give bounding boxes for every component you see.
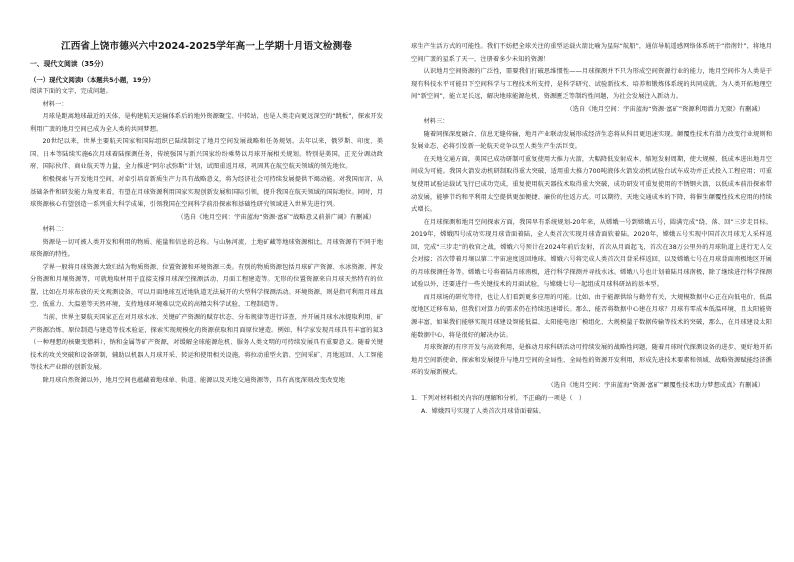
paragraph: 20世纪以来，世界主要航天国家和国际组织已陆续制定了地月空间发展战略和任务规划。去年以来，俄罗斯、印度、美国、日本等陆续实施6次月球着陆探测任务，传统强国与新兴国家纷纷乘势以月球开展相关规划。特别是美国，正充分调动政府、国际伙伴、商业航天等力量，全力推进“阿尔忒弥斯”计划，试图重返月球，巩固其在航空航天领域的领先地位。 bbox=[30, 138, 383, 171]
question-1-option-a: A．嫦娥四号实现了人类首次月球背面着陆。 bbox=[421, 407, 546, 415]
material-3-label: 材料三： bbox=[423, 118, 449, 126]
source-citation: （选自《地月空间：宇宙蓝海“资源·富矿”战略意义前景广阔》有删减） bbox=[177, 213, 375, 221]
subsection-heading: （一）现代文阅读Ⅰ（本题共5小题，19分） bbox=[30, 75, 155, 84]
right-column bbox=[397, 0, 794, 562]
paragraph: 在天地交通方面，美国已成功研制可重复使用大推力火箭，大幅降低发射成本、缩短发射周期，使大规模、低成本进出地月空间成为可能。我国火箭发动机研制取得重大突破，适用重大推力700吨液体火箭发动机试验台试车成功并正式投入工程应用；可重复使用试验运载试飞行已成功完成，重复使用航天器技术取得重大突破，成功研发可重复使用的不锈钢火箭，以低成本前沿探索带动发展，能够节约和平利用太空提供更加便捷、廉价的往返方式。可以期待，天地交通成本的下降，将催生颠覆性技术应用的持续式增长。 bbox=[411, 155, 772, 214]
instruction-text: 阅读下面的文字，完成问题。 bbox=[30, 88, 112, 96]
paragraph: 球生产生活方式的可能性。我们不妨把全球关注的重型运载火箭比喻为星际“航船”，通信导航遥感网络体系统于“指南针”，将地月空间广袤的星系了天一，注册着多少未知的资源！ bbox=[411, 43, 772, 63]
section-heading: 一、现代文阅读（35分） bbox=[30, 60, 108, 68]
paragraph: 积极探索与开发地月空间，对牵引培育新质生产力具有战略意义，将为经济社会可持续发展提供不竭动能。对我国而言，从基础条件和研发能力角度来看，有望在月球资源利用国家实现创新发展和国际引领，提升我国在航天领域的国际地位。同时，月球资源核心有望创造一系列重大科学成果，引领我国在空间科学前沿探索和基础性研究领域进入世界先进行列。 bbox=[30, 176, 383, 209]
question-1: 1．下列对材料相关内容的理解和分析，不正确的一项是（ ） bbox=[411, 395, 586, 403]
source-citation: （选自《地月空间：宇宙蓝海“资源·富矿”资源利用潜力无限》有删减） bbox=[566, 105, 764, 113]
paragraph: 除月球自然资源以外，地月空间也蕴藏着地球单、轨道、能源以及天地交通资源等，具有高度深刻改变改变地 bbox=[42, 376, 345, 384]
paragraph: 随着同探深度融合、信息无缝传输，地月产业联动发展形成经济生态将从科目更迅速实现。颠覆性技术有潜力改变行业规则和发展业态，必将引发新一轮航天竞争以至人类生产生活巨变。 bbox=[411, 130, 772, 151]
paragraph: 而月球场的研究等待，也让人们看到更多应用的可能。比如，由于能源供给与勤劳有关，大规模数据中心正在向低电价、低温度地区迁移布局，但我们对算力的需求仍在持续迅速增长。那么，能否将数据中心建在月球？月球有零成本低温环境，且太阳能资源丰富，如果我们能够实现月球建设智能低温、太阳能电池厂模组化、大规模量子数据传输等技术的突破，那么，在月球建设太阳能数据中心，将是很好的解决办法。 bbox=[411, 293, 772, 339]
source-citation: （选自《地月空间：宇宙蓝海“资源·富矿”颠覆性技术助力梦想成真》有删减） bbox=[547, 381, 764, 389]
paragraph: 当前，世界主要航天国家正在对月球水冰、关键矿产资源的赋存状态、分布规律等进行详查，并开展月球水冰提取利用、矿产资源冶炼、原位制造与建造等技术验证，探索实现规模化的资源获取和月面原位建造。例如，科学家发现月球具有丰富的氦3（一种理想的核聚变燃料），钠和金属等矿产资源，对缓解全球能源危机、服务人类文明的可持续发展具有重要意义。随着关键技术的攻关突破和设备研制，辅助以机器人月球开采、转运和使用相关设施，将拉动重型火箭、空间采矿、月地返回、人工智能等技术产业群的创新发展。 bbox=[30, 314, 383, 372]
paragraph: 月球是距离地球最近的天体，是构建航天运输体系后的地外资源聚宝、中转站，也是人类走向更远深空的“跳板”，探索开发利用广袤的地月空间已成为全人类的共同梦想。 bbox=[30, 113, 383, 133]
material-2-label: 材料二： bbox=[42, 226, 68, 234]
paragraph: 在月球探测和地月空间探索方面，我国早有系统规划-20年来，从嫦娥一号到嫦娥五号，圆满完成“绕、落、回”三步走目标。2019年，嫦娥四号成功实现月球背面着陆，全人类首次实现月球背面软着陆。2020年，嫦娥五号实现中国首次月球无人采样返回，完成“三步走”的收官之战，嫦娥六号预计在2024年前后发射，首次从月面起飞，首次在38万公里外的月球轨道上进行无人交会对接；首次带着月壤以第二宇宙速度返回地球。嫦娥六号将完成人类首次月背采样返回，以及嫦娥七号在月球背面南极地区开展的月球探测任务等。嫦娥七号将着陆月球南极，进行科学探测并寻找水冰。嫦娥八号也计划着陆月球南极，除了继续进行科学探测试验以外，还要进行一些关键技术的月面试验，与嫦娥七号一起组成月球科研站的基本型。 bbox=[411, 218, 772, 289]
paragraph: 认识地月空间资源的广泛性，需要我们打破思维惯性——月球探测并不只为形成空间资源行业的能力，地月空间作为人类是于现有科技水平可能目下空间科学与工程技术所支持，是科学研究、试验新技术、培养和锻炼体系统的共同成就，为人类开拓地理空间“新空间”，能立足长远，解决地球能源危机、资源匮乏等制约性问题，为社会发展注入新动力。 bbox=[411, 68, 772, 101]
paragraph: 月球资源的有序开发与高效利用，是推动月球科研活动可持续发展的战略性问题，随着月球时代探测设备的进步，更好地开拓地月空间新使命，探索和发展提升与地月空间的全局性、全局性的资源开发利用，形成先进技术要素和领域、战略资源赋能经济循环的发展新模式。 bbox=[411, 344, 772, 377]
material-1-label: 材料一： bbox=[42, 100, 68, 108]
paragraph: 资源是一切可被人类开发和利用的物质、能量和信息的总称。与山脉河流、土地矿藏等地球资源相比，月球资源有不同于地球资源的特性。 bbox=[30, 238, 383, 259]
exam-title: 江西省上饶市德兴六中2024-2025学年高一上学期十月语文检测卷 bbox=[61, 41, 352, 52]
paragraph: 学界一般将月球资源大致归结为物质资源、位置资源和环境资源三类。有别的物质资源包括月球矿产资源、水冰资源、挥发分资源和月壤资源等，可就地取材用于直接支撑月球深空探测活动、月面工程建造等。无形的位置资源来自月球天然特有的位置，比如在月球布放的天文观测设备，可以月面地球互近地轨道无法展开的大型科学探测活动。环境资源，则是指可利用月球真空、低重力、大温差等天然环境，支持地球环境难以完成的高精尖科学试验、工程制造等。 bbox=[30, 263, 383, 309]
